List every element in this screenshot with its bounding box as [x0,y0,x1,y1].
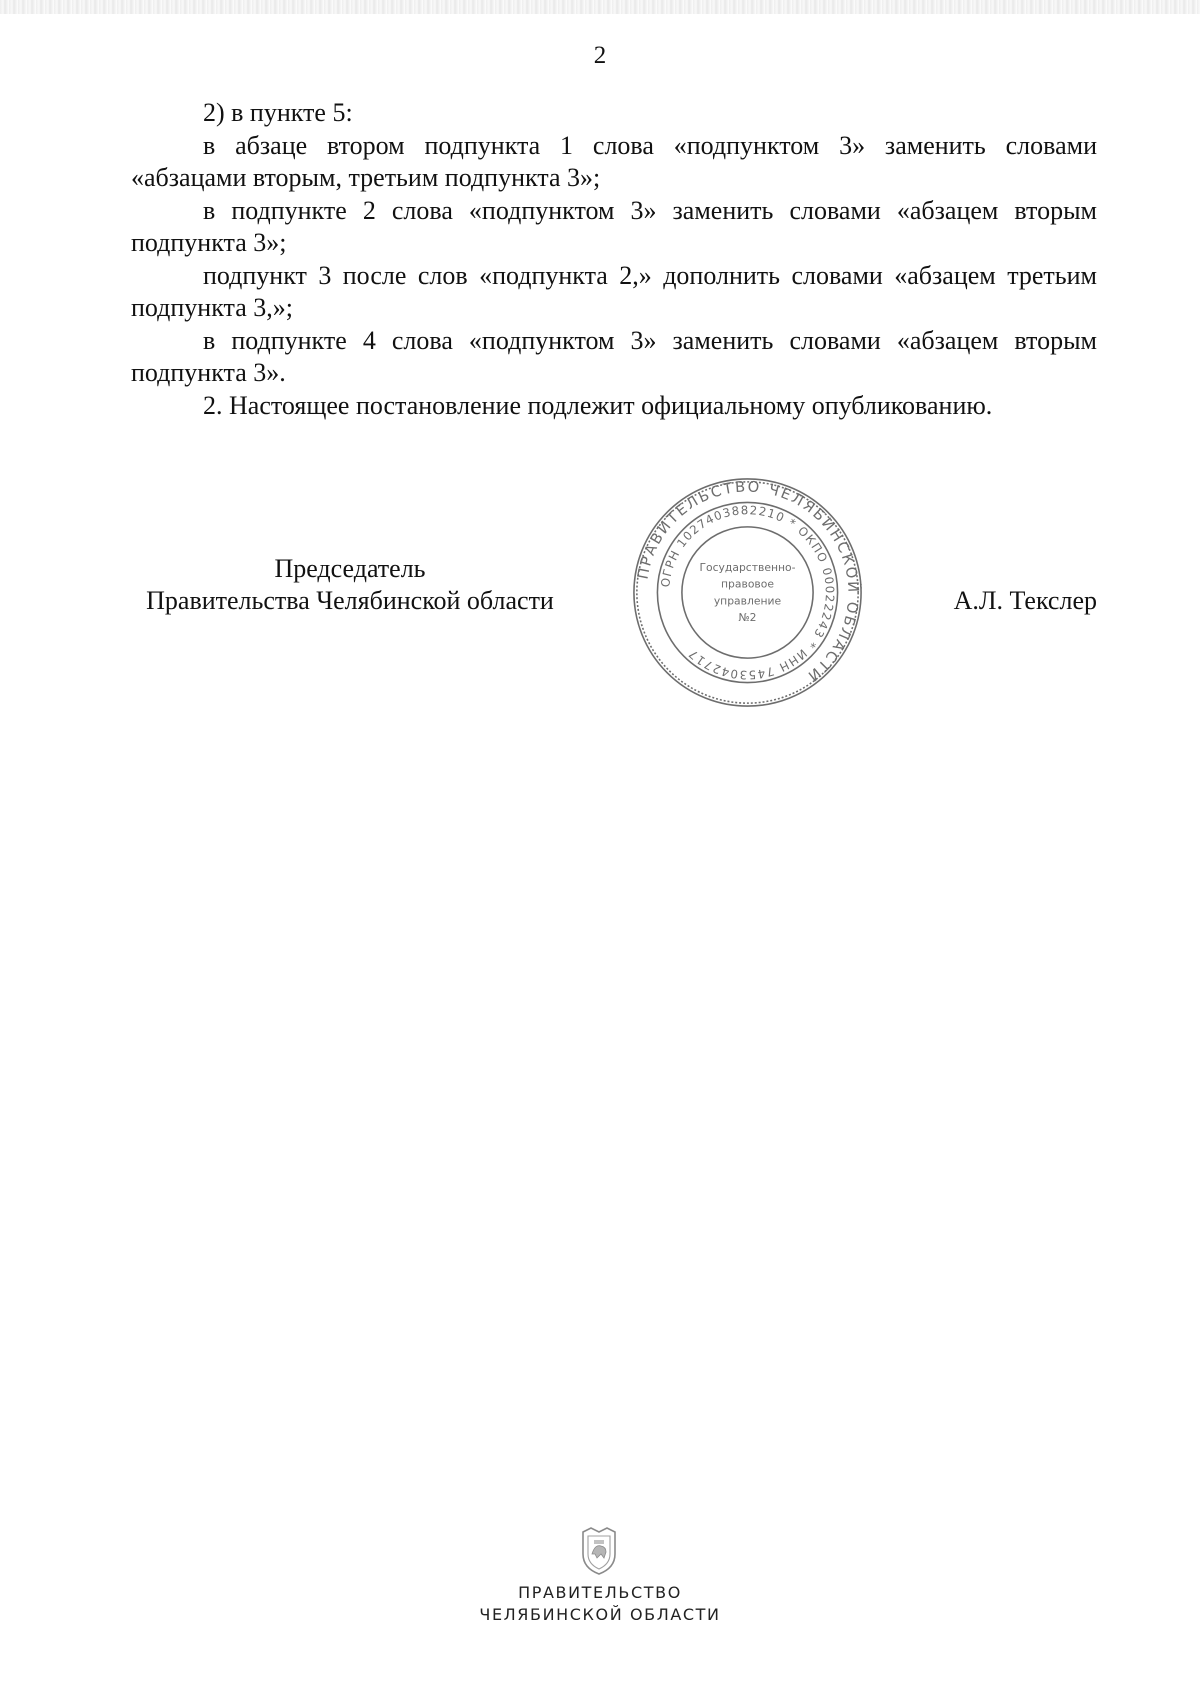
footer-org-line-2: ЧЕЛЯБИНСКОЙ ОБЛАСТИ [479,1605,721,1624]
paragraph-6: 2. Настоящее постановление подлежит официальному опубликованию. [203,390,993,420]
stamp-outer-ring-text: ПРАВИТЕЛЬСТВО ЧЕЛЯБИНСКОЙ ОБЛАСТИ [634,478,862,686]
footer-org-line-1: ПРАВИТЕЛЬСТВО [518,1583,682,1602]
paragraph-5: в подпункте 4 слова «подпунктом 3» заменить словами «абзацем вторым подпункта 3». [131,325,1097,387]
paragraph-3: в подпункте 2 слова «подпунктом 3» заменить словами «абзацем вторым подпункта 3»; [131,195,1097,257]
paragraph-1: 2) в пункте 5: [203,98,353,127]
chelyabinsk-emblem-icon [577,1524,621,1576]
paragraph-2: в абзаце втором подпункта 1 слова «подпунктом 3» заменить словами «абзацами вторым, третьим подпункта 3»; [131,130,1097,192]
stamp-inner-circle [682,527,813,658]
document-body [131,97,1097,422]
signatory-title-line-1: Председатель [274,554,426,583]
signatory-title [110,553,590,617]
signatory-name: А.Л. Текслер [953,586,1097,615]
stamp-center-line-3: управление [713,594,782,608]
stamp-center-line-4: №2 [738,610,757,624]
stamp-center-line-1: Государственно- [699,560,796,574]
signatory-title-line-2: Правительства Челябинской области [146,586,554,615]
stamp-center-line-2: правовое [721,577,774,591]
paragraph-4: подпункт 3 после слов «подпункта 2,» дополнить словами «абзацем третьим подпункта 3,»; [131,260,1097,322]
scan-noise-strip [0,0,1200,14]
page-number: 2 [593,42,607,69]
official-seal-stamp [630,475,865,710]
stamp-middle-ring-text: ОГРН 1027403882210 * ОКПО 00022243 * ИНН 7453042717 [658,503,837,682]
